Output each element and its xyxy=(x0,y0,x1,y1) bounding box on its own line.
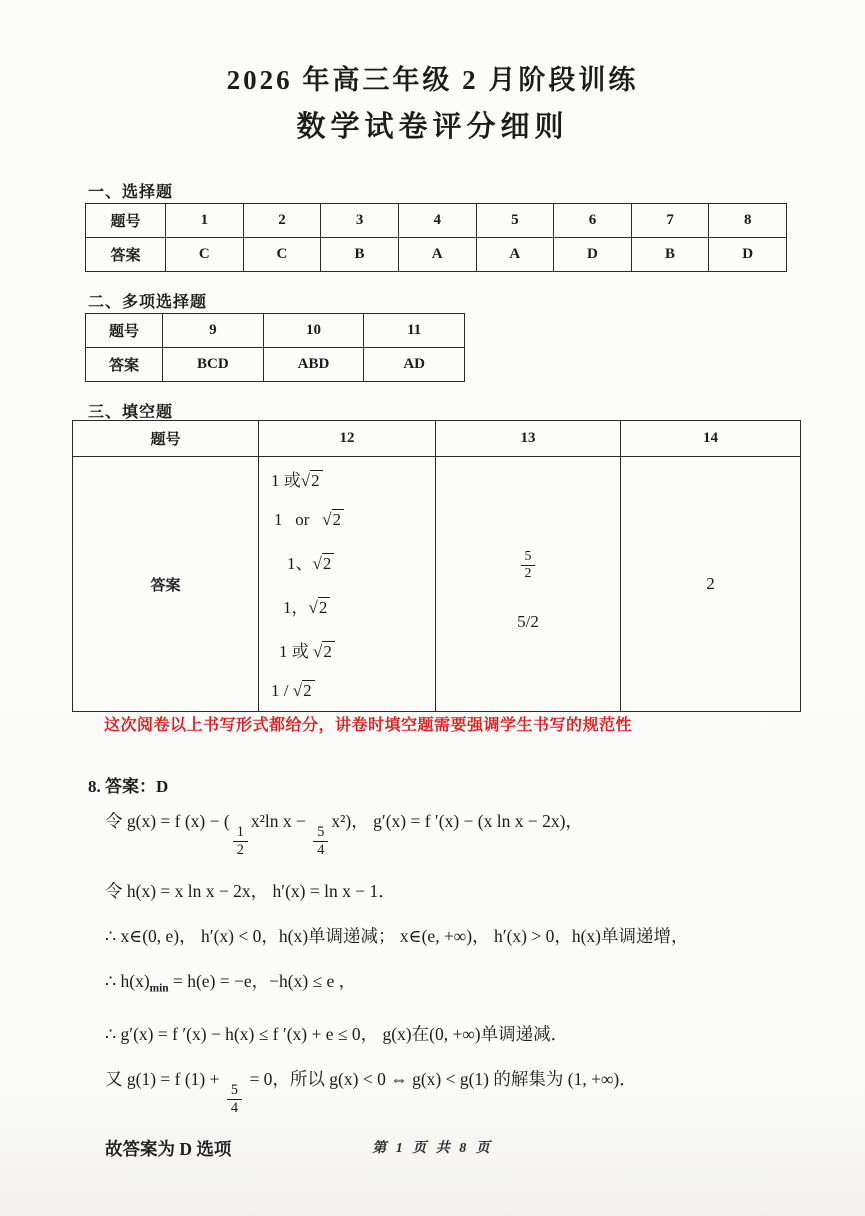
solution-q8-body xyxy=(105,808,825,1181)
answer-cell: AD xyxy=(364,348,465,382)
row-label-answer: 答案 xyxy=(86,238,166,272)
answer-cell: C xyxy=(243,238,321,272)
q12-form: 1、√2 xyxy=(271,549,334,574)
multi-choice-answer-table xyxy=(85,313,465,382)
row-label-answer: 答案 xyxy=(73,457,259,712)
page-title: 2026 年高三年级 2 月阶段训练 xyxy=(226,65,639,95)
answer-cell-q14: 2 xyxy=(621,457,801,712)
table-row xyxy=(73,421,801,457)
q12-form: 1 或√2 xyxy=(271,466,323,491)
q13-fraction-form: $\frac{5}{2}$ xyxy=(518,536,539,583)
row-label-answer: 答案 xyxy=(86,348,163,382)
q12-form: 1 或 √2 xyxy=(271,637,335,662)
question-number-cell: 5 xyxy=(476,204,554,238)
question-number-cell: 2 xyxy=(243,204,321,238)
solution-line: 令 g(x) = f (x) − ( $\frac{1}{2}$ x²ln x − $\frac{5}{4}$ x²)， g′(x) = f ′(x) − (x ln x − 2x)， xyxy=(105,811,583,859)
answer-cell: ABD xyxy=(263,348,364,382)
solution-line: 又 g(1) = f (1) + $\frac{5}{4}$ = 0，所以 g(x) < 0 ⇔ g(x) < g(1) 的解集为 (1, +∞)． xyxy=(105,1068,637,1116)
solution-q8-header: 8. 答案：D xyxy=(88,777,169,796)
q13-slash-form: 5/2 xyxy=(517,612,539,632)
question-number-cell: 12 xyxy=(259,421,436,457)
question-number-cell: 7 xyxy=(631,204,709,238)
col-label-number: 题号 xyxy=(73,421,259,457)
solution-line: ∴ $h(x)_{min} = h(e) = -e$，−h(x) ≤ e ， xyxy=(105,971,357,995)
answer-cell: A xyxy=(398,238,476,272)
q13-accepted-forms xyxy=(436,536,620,633)
answer-cell-q12 xyxy=(259,457,436,712)
section-heading-multi-choice: 二、多项选择题 xyxy=(88,294,208,311)
table-row xyxy=(86,314,465,348)
solution-line: ∴ g′(x) = f ′(x) − h(x) ≤ f ′(x) + e ≤ 0， g(x)在(0, +∞)单调递减． xyxy=(105,1023,569,1044)
answer-cell: C xyxy=(166,238,244,272)
question-number-cell: 11 xyxy=(364,314,465,348)
question-number-cell: 13 xyxy=(436,421,621,457)
answer-cell: BCD xyxy=(163,348,264,382)
question-number-cell: 14 xyxy=(621,421,801,457)
table-row xyxy=(86,238,787,272)
q12-accepted-forms xyxy=(259,458,435,711)
solution-line: ∴ x∈(0, e)， h′(x) < 0，h(x)单调递减； x∈(e, +∞)， h′(x) > 0，h(x)单调递增， xyxy=(105,926,689,947)
q12-form: 1 / √2 xyxy=(271,681,315,701)
question-number-cell: 10 xyxy=(263,314,364,348)
question-number-cell: 6 xyxy=(554,204,632,238)
question-number-cell: 4 xyxy=(398,204,476,238)
question-number-cell: 1 xyxy=(166,204,244,238)
q12-form: 1 or √2 xyxy=(271,510,344,530)
table-row xyxy=(73,457,801,712)
row-label-number: 题号 xyxy=(86,314,163,348)
answer-cell: D xyxy=(554,238,632,272)
grading-note: 这次阅卷以上书写形式都给分，讲卷时填空题需要强调学生书写的规范性 xyxy=(104,717,633,734)
page-footer: 第 1 页 共 8 页 xyxy=(372,1141,493,1156)
answer-cell: B xyxy=(631,238,709,272)
row-label-number: 题号 xyxy=(86,204,166,238)
solution-line: 令 h(x) = x ln x − 2x， h′(x) = ln x − 1． xyxy=(105,881,396,902)
answer-cell-q13 xyxy=(436,457,621,712)
answer-cell: D xyxy=(709,238,787,272)
table-row xyxy=(86,348,465,382)
page-subtitle: 数学试卷评分细则 xyxy=(296,111,569,143)
table-row xyxy=(86,204,787,238)
choice-answer-table xyxy=(85,203,787,272)
fill-blank-answer-table xyxy=(72,420,801,712)
section-heading-fill-blank: 三、填空题 xyxy=(88,404,174,421)
section-heading-choice: 一、选择题 xyxy=(88,184,174,201)
answer-cell: B xyxy=(321,238,399,272)
q12-form: 1，√2 xyxy=(271,593,330,618)
question-number-cell: 9 xyxy=(163,314,264,348)
question-number-cell: 3 xyxy=(321,204,399,238)
solution-line: 故答案为 D 选项 xyxy=(105,1138,232,1159)
question-number-cell: 8 xyxy=(709,204,787,238)
answer-cell: A xyxy=(476,238,554,272)
